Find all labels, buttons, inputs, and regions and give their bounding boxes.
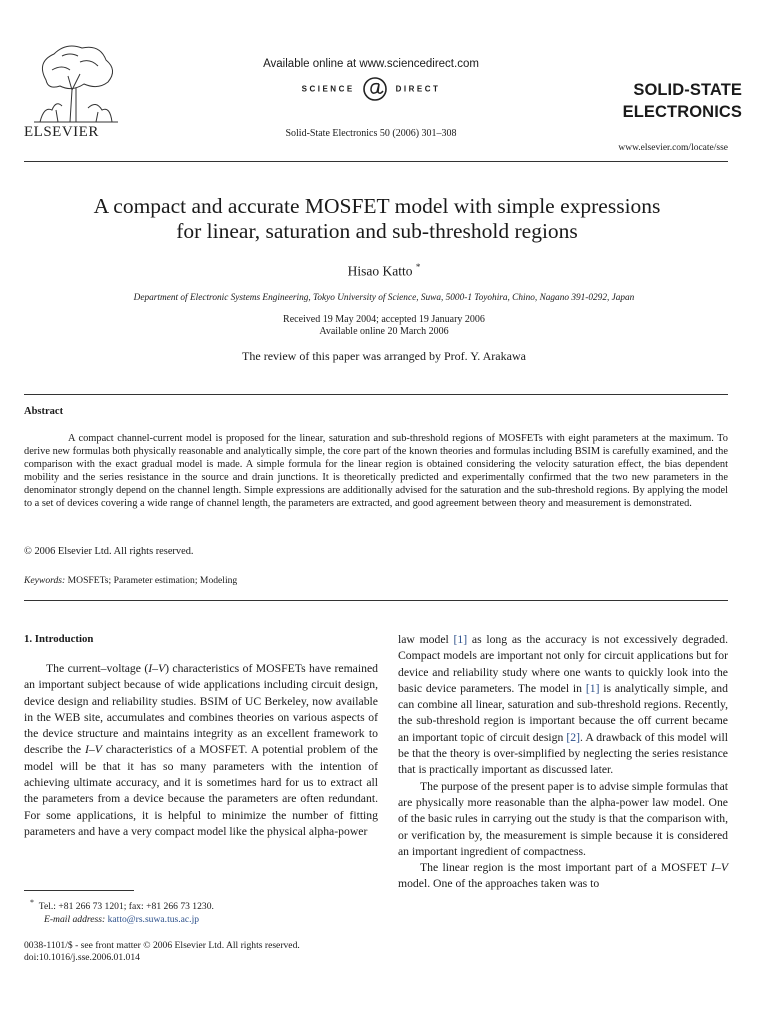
iv-symbol: I–V [148,662,166,675]
citation-link-2[interactable]: [2] [566,730,581,744]
article-title [30,194,724,244]
elsevier-wordmark: ELSEVIER [24,124,99,140]
keywords [24,575,237,586]
journal-name-line1: SOLID-STATE [633,81,742,99]
at-symbol-icon [361,75,389,103]
text-run: characteristics of a MOSFET. A potential problem of the model will be that it has so many parameters with the intention of achieving ultimate accuracy, and it is sometimes hard for us to extract all the parameters from a device because the parameters are often redundant. For some applications, it is helpful to minimize the number of fitting parameters and have a very compact model like the physical alpha-power [24,743,378,838]
affiliation: Department of Electronic Systems Engineering, Tokyo University of Science, Suwa, 5000-1 Toyohira, Chino, Nagano 391-0292, Japan [133,293,635,303]
journal-name-line2: ELECTRONICS [622,103,742,121]
footnote-rule [24,890,134,891]
available-online-line: Available online at www.sciencedirect.com [263,58,479,70]
left-column-paragraph [24,661,378,840]
email-link[interactable]: katto@rs.suwa.tus.ac.jp [107,914,200,926]
text-run: . A drawback of this model will be that the theory is over-simplified by neglecting the series resistance that is practically important as discussed later. [398,730,729,777]
doi-line[interactable]: doi:10.1016/j.sse.2006.01.014 [24,952,140,964]
abstract-copyright: © 2006 Elsevier Ltd. All rights reserved. [24,546,194,557]
iv-symbol: I–V [711,861,728,875]
text-run: The current–voltage ( [46,662,149,675]
issn-line: 0038-1101/$ - see front matter © 2006 Elsevier Ltd. All rights reserved. [24,940,300,951]
abstract-heading: Abstract [24,406,64,417]
right-paragraph-3 [398,860,728,893]
email-label: E-mail address: [44,914,106,926]
front-matter [24,940,300,965]
footnote-contact [30,896,214,913]
header-divider [24,161,728,162]
science-word: SCIENCE [301,84,355,94]
footnote-tel: Tel.: +81 266 73 1201; fax: +81 266 73 1230. [38,901,214,913]
author-name: Hisao Katto [347,263,413,279]
citation-link-1b[interactable]: [1] [585,681,600,695]
footnote-email-line [30,913,214,926]
citation-link-1[interactable]: [1] [453,633,468,646]
title-line-2: for linear, saturation and sub-threshold regions [176,219,578,243]
abstract-text: A compact channel-current model is proposed for the linear, saturation and sub-threshold regions of MOSFETs with eight parameters at the maximum. To derive new formulas both physically reasonable and analytically simple, the core part of the known theories and formulas including BSIM is carefully examined, and the comparison with the exact gradual model is made. A simple formula for the linear region is obtained considering the velocity saturation effect, the bias dependent mobility and the series resistance in the source and drain junctions. It is theoretically predicted and experimentally confirmed that the two new parameters in the denominator strongly depend on the channel length. Simple expressions are additionally advised for the saturation and the sub-threshold regions. By applying the model to a set of devices covering a wide range of channel length, the parameters are extracted, and good agreement between theory and measurement is demonstrated. [24,433,728,510]
text-run: law model [398,633,454,646]
footnote-mark: * [30,898,34,907]
text-run: as long as the accuracy is not excessively degraded. Compact models are important not only for circuit applications but for device and reliability study where one wants to quickly look into the basic device parameters. The model in [398,633,729,695]
review-note: The review of this paper was arranged by Prof. Y. Arakawa [242,349,526,363]
journal-name [592,79,742,123]
article-dates [0,314,768,338]
right-paragraph-2: The purpose of the present paper is to advise simple formulas that are physically more reasonable than the alpha-power law model. One of the basic rules in carrying out the study is that the comparison with, or verification by, the measurement is simple because it is considered an important ingredient of compactness. [398,779,729,858]
journal-reference: Solid-State Electronics 50 (2006) 301–308 [285,128,457,139]
text-run: ) characteristics of MOSFETs have remained an important subject because of wide applications including circuit design, device design and reliability studies. BSIM of UC Berkeley, now available in the WEB site, accumulates and combines theories on various aspects of the device structure and maintains integrity as an excellent framework to describe the [24,662,378,757]
direct-word: DIRECT [395,84,441,94]
title-line-1: A compact and accurate MOSFET model with simple expressions [93,194,661,218]
keywords-list: MOSFETs; Parameter estimation; Modeling [67,575,238,586]
abstract-bottom-rule [24,600,728,601]
section-heading-introduction: 1. Introduction [24,633,94,645]
keywords-label: Keywords: [24,575,66,586]
journal-url[interactable]: www.elsevier.com/locate/sse [618,143,728,153]
text-run: The linear region is the most important part of a MOSFET [420,861,712,875]
author-footnote-mark[interactable]: * [415,262,421,272]
available-online-date: Available online 20 March 2006 [319,326,449,337]
author-line [0,262,768,280]
received-accepted: Received 19 May 2004; accepted 19 January 2006 [283,314,485,325]
right-column [398,632,728,893]
text-run: is analytically simple, and can combine all linear, saturation and sub-threshold regions. Recently, the sub-threshold region is important because the off current became an important topic of circuit design [398,681,728,744]
right-paragraph-1 [398,632,728,779]
text-run: model. One of the approaches taken was to [398,877,600,891]
footnote [30,896,214,926]
abstract-top-rule [24,394,728,395]
iv-symbol: I–V [85,743,102,757]
